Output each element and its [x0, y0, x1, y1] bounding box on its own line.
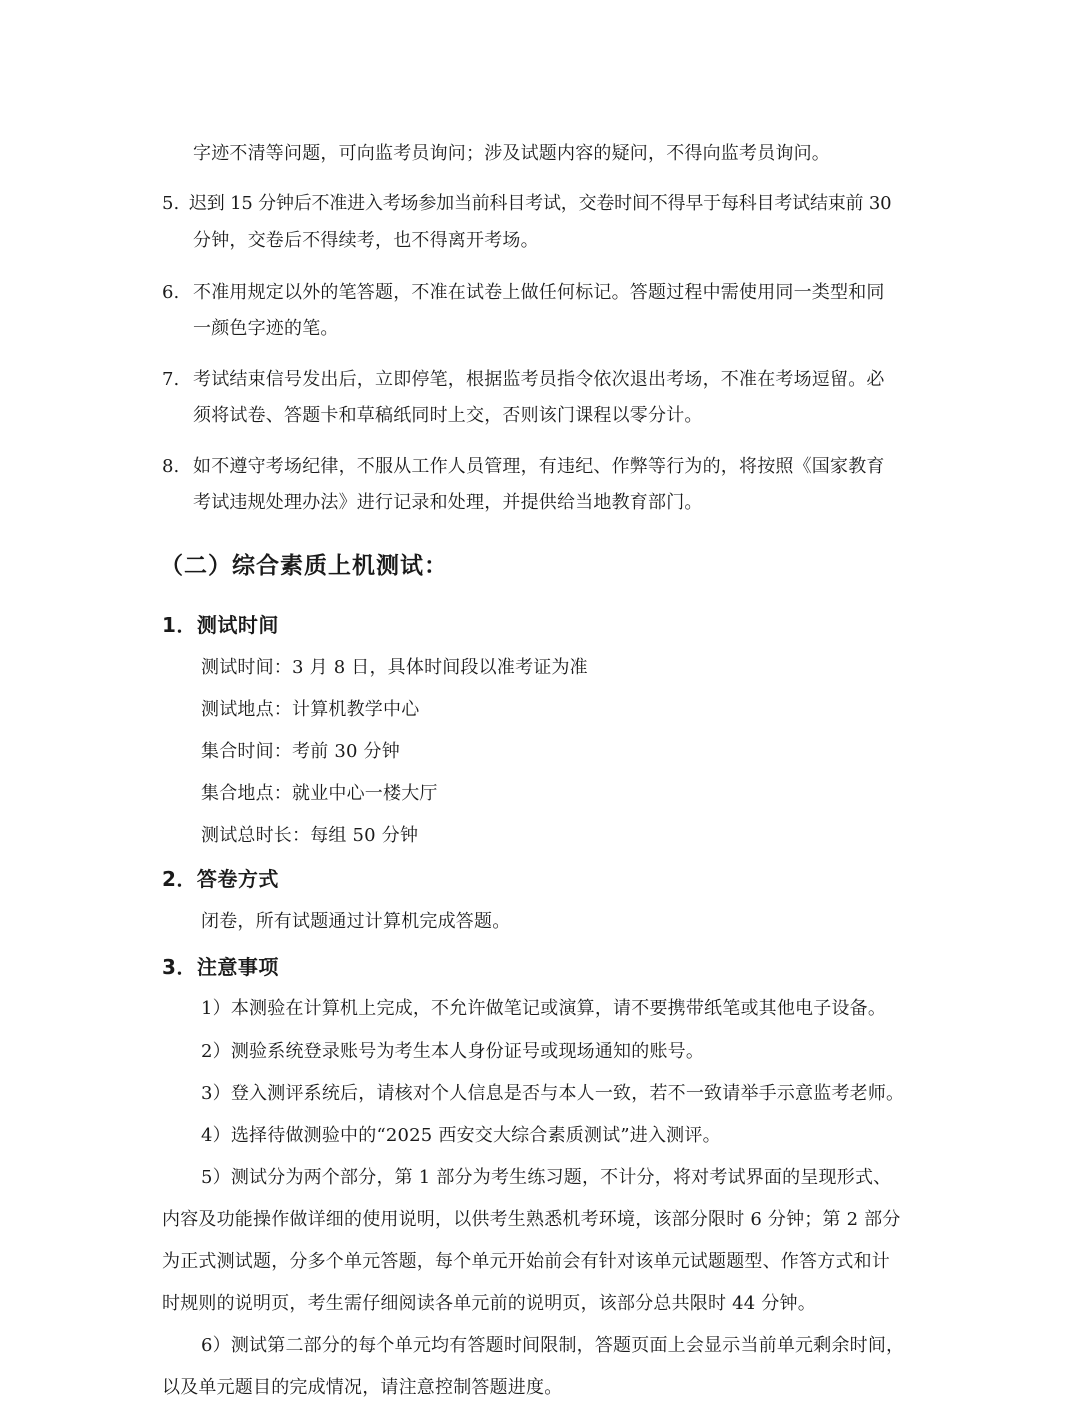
rule-text-line: 考试违规处理办法》进行记录和处理，并提供给当地教育部门。 [193, 492, 703, 513]
note-item-3: 3）登入测评系统后，请核对个人信息是否与本人一致，若不一致请举手示意监考老师。 [201, 1083, 905, 1104]
section-title: （二）综合素质上机测试： [160, 553, 448, 579]
rule-number: 7. [162, 369, 180, 390]
subsection-heading-test-time: 1．测试时间 [162, 613, 279, 637]
note-text-line: 以及单元题目的完成情况，请注意控制答题进度。 [162, 1377, 563, 1398]
info-line-test-location: 测试地点：计算机教学中心 [201, 699, 420, 720]
note-text-line: 内容及功能操作做详细的使用说明，以供考生熟悉机考环境，该部分限时 6 分钟；第 2 部分 [162, 1209, 901, 1230]
note-text-line: 时规则的说明页，考生需仔细阅读各单元前的说明页，该部分总共限时 44 分钟。 [162, 1293, 816, 1314]
subsection-heading-notes: 3．注意事项 [162, 955, 279, 979]
rule-text-line: 分钟，交卷后不得续考，也不得离开考场。 [193, 230, 539, 251]
info-line-test-time: 测试时间：3 月 8 日，具体时间段以准考证为准 [201, 657, 588, 678]
rule-text-line: 考试结束信号发出后，立即停笔，根据监考员指令依次退出考场，不准在考场逗留。必 [193, 369, 885, 390]
note-text-line: 6）测试第二部分的每个单元均有答题时间限制，答题页面上会显示当前单元剩余时间， [201, 1335, 905, 1356]
rule-text-line: 如不遵守考场纪律，不服从工作人员管理，有违纪、作弊等行为的，将按照《国家教育 [193, 456, 885, 477]
rule-text-line: 须将试卷、答题卡和草稿纸同时上交，否则该门课程以零分计。 [193, 405, 703, 426]
answer-method-text: 闭卷，所有试题通过计算机完成答题。 [201, 911, 511, 932]
note-item-1: 1）本测验在计算机上完成，不允许做笔记或演算，请不要携带纸笔或其他电子设备。 [201, 998, 887, 1019]
rule-number: 6. [162, 282, 180, 303]
note-item-4: 4）选择待做测验中的“2025 西安交大综合素质测试”进入测评。 [201, 1125, 721, 1146]
note-text-line: 5）测试分为两个部分，第 1 部分为考生练习题，不计分，将对考试界面的呈现形式、 [201, 1167, 892, 1188]
info-line-total-duration: 测试总时长：每组 50 分钟 [201, 825, 419, 846]
rule-text-line: 迟到 15 分钟后不准进入考场参加当前科目考试，交卷时间不得早于每科目考试结束前 30 [189, 193, 892, 214]
subsection-heading-answer-method: 2．答卷方式 [162, 867, 279, 891]
rule-continuation: 字迹不清等问题，可向监考员询问；涉及试题内容的疑问，不得向监考员询问。 [193, 143, 830, 164]
rule-number: 8. [162, 456, 180, 477]
rule-number: 5. [162, 193, 180, 214]
info-line-gather-time: 集合时间：考前 30 分钟 [201, 741, 400, 762]
rule-text-line: 不准用规定以外的笔答题，不准在试卷上做任何标记。答题过程中需使用同一类型和同 [193, 282, 885, 303]
note-text-line: 为正式测试题，分多个单元答题，每个单元开始前会有针对该单元试题题型、作答方式和计 [162, 1251, 890, 1272]
info-line-gather-location: 集合地点：就业中心一楼大厅 [201, 783, 438, 804]
note-item-2: 2）测验系统登录账号为考生本人身份证号或现场通知的账号。 [201, 1041, 705, 1062]
rule-text-line: 一颜色字迹的笔。 [193, 318, 339, 339]
